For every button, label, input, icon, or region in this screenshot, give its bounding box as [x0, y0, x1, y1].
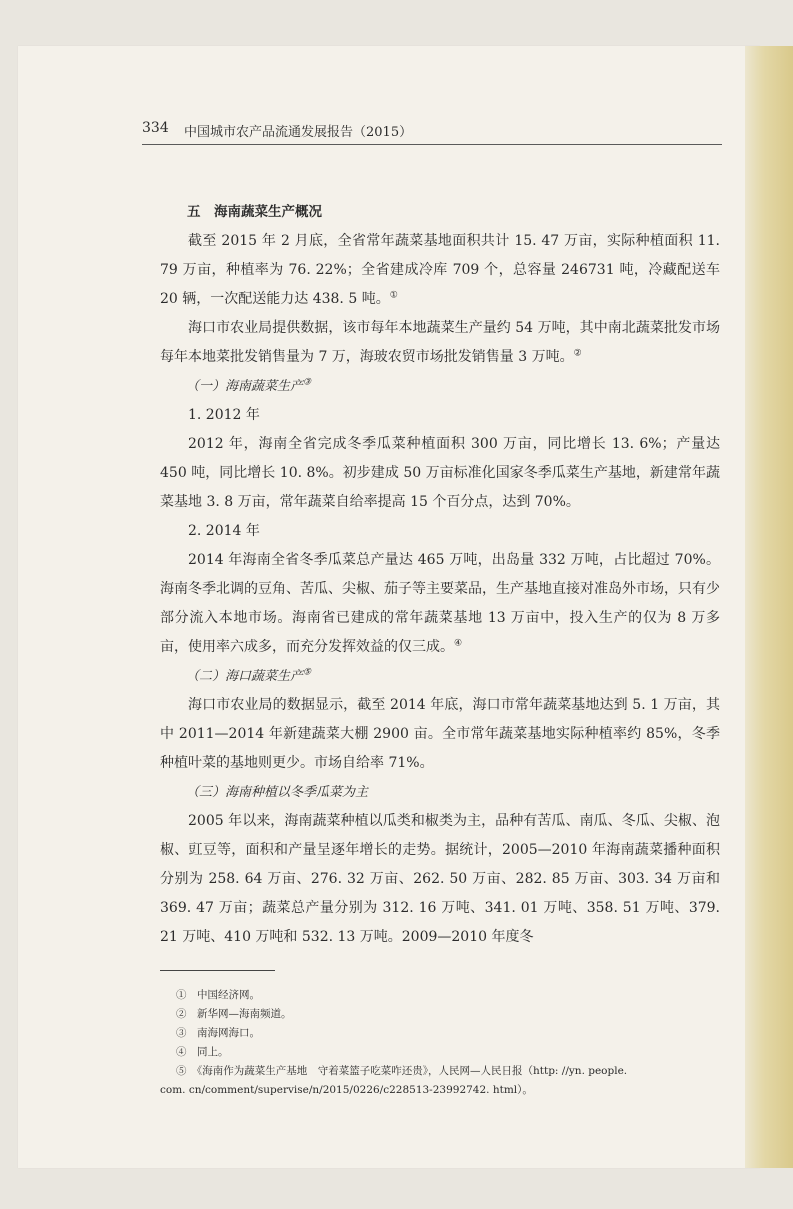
subsection-heading: （一）海南蔬菜生产③: [186, 377, 312, 394]
list-heading: 1. 2012 年: [188, 407, 260, 423]
footnote-continuation[interactable]: com. cn/comment/supervise/n/2015/0226/c228513-23992742. html）。: [160, 1084, 533, 1096]
page-edge: [745, 46, 793, 1168]
footnote-rule: [160, 970, 275, 971]
paragraph: 海口市农业局提供数据，该市每年本地蔬菜生产量约 54 万吨，其中南北蔬菜批发市场每年本地菜批发销售量为 7 万，海玻农贸市场批发销售量 3 万吨。②: [160, 320, 720, 365]
paragraph: 海口市农业局的数据显示，截至 2014 年底，海口市常年蔬菜基地达到 5. 1 万亩，其中 2011—2014 年新建蔬菜大棚 2900 亩。全市常年蔬菜基地实际种植率约 85%，冬季种植叶菜的基地则更少。市场自给率 71%。: [160, 697, 720, 771]
subsection-heading: （二）海口蔬菜生产⑤: [186, 667, 312, 684]
footnote-ref[interactable]: ②: [573, 348, 582, 359]
footnote-ref[interactable]: ⑤: [303, 667, 312, 678]
main-text: [160, 198, 720, 952]
list-heading: 2. 2014 年: [188, 523, 260, 539]
running-header: [142, 120, 722, 145]
footnote-ref[interactable]: ④: [454, 638, 463, 649]
section-heading: 五 海南蔬菜生产概况: [187, 204, 322, 220]
footnote-ref[interactable]: ①: [389, 290, 398, 301]
footnote: ① 中国经济网。: [176, 989, 260, 1001]
footnotes: [160, 986, 720, 1100]
footnote: ③ 南海网海口。: [176, 1027, 260, 1039]
footnote: ⑤ 《海南作为蔬菜生产基地 守着菜篮子吃菜咋还贵》，人民网—人民日报（http: //yn. people.: [176, 1065, 628, 1077]
page-number: 334: [142, 120, 169, 136]
subsection-heading: （三）海南种植以冬季瓜菜为主: [186, 785, 369, 800]
footnote: ④ 同上。: [176, 1046, 229, 1058]
paragraph: 2012 年，海南全省完成冬季瓜菜种植面积 300 万亩，同比增长 13. 6%；产量达 450 吨，同比增长 10. 8%。初步建成 50 万亩标准化国家冬季瓜菜生产基地，新建常年蔬菜基地 3. 8 万亩，常年蔬菜自给率提高 15 个百分点，达到 70%。: [160, 436, 720, 510]
paragraph: 2005 年以来，海南蔬菜种植以瓜类和椒类为主，品种有苦瓜、南瓜、冬瓜、尖椒、泡椒、豇豆等，面积和产量呈逐年增长的走势。据统计，2005—2010 年海南蔬菜播种面积分别为 258. 64 万亩、276. 32 万亩、262. 50 万亩、282. 85 万亩、303. 34 万亩和 369. 47 万亩；蔬菜总产量分别为 312. 16 万吨、341. 01 万吨、358. 51 万吨、379. 21 万吨、410 万吨和 532. 13 万吨。2009—2010 年度冬: [160, 813, 720, 945]
paragraph: 2014 年海南全省冬季瓜菜总产量达 465 万吨，出岛量 332 万吨，占比超过 70%。海南冬季北调的豆角、苦瓜、尖椒、茄子等主要菜品，生产基地直接对准岛外市场，只有少部分流入本地市场。海南省已建成的常年蔬菜基地 13 万亩中，投入生产的仅为 8 万多亩，使用率六成多，而充分发挥效益的仅三成。④: [160, 552, 720, 655]
paragraph: 截至 2015 年 2 月底，全省常年蔬菜基地面积共计 15. 47 万亩，实际种植面积 11. 79 万亩，种植率为 76. 22%；全省建成冷库 709 个，总容量 246731 吨，冷藏配送车 20 辆，一次配送能力达 438. 5 吨。①: [160, 233, 720, 307]
footnote-ref[interactable]: ③: [303, 377, 312, 388]
footnote: ② 新华网—海南频道。: [176, 1008, 292, 1020]
running-title: 中国城市农产品流通发展报告（2015）: [184, 125, 413, 140]
